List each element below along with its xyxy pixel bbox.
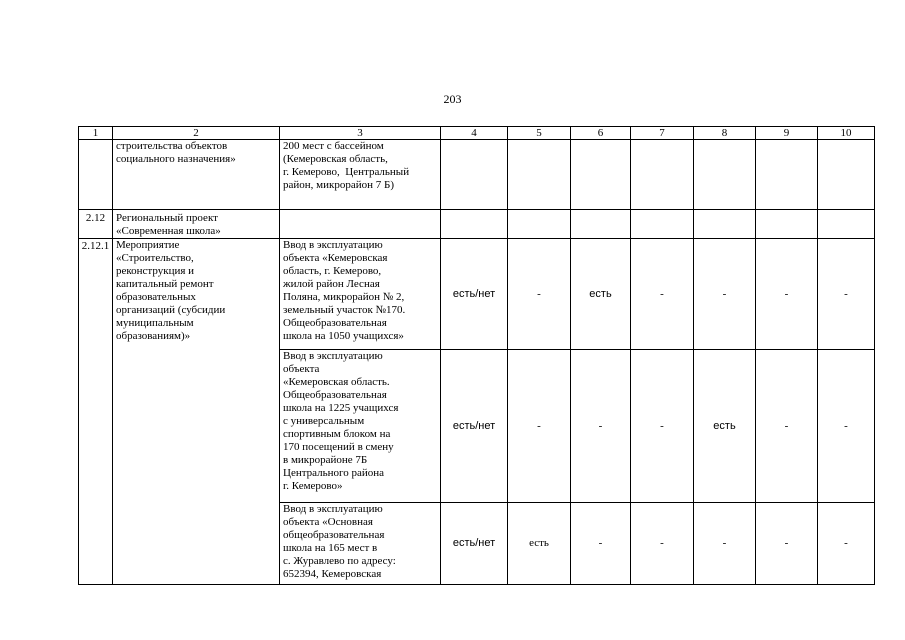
header-cell: 3 xyxy=(280,127,441,140)
header-cell: 5 xyxy=(508,127,571,140)
value-cell: - xyxy=(571,503,631,585)
value-cell xyxy=(571,210,631,239)
value-cell: есть xyxy=(571,239,631,350)
header-cell: 8 xyxy=(694,127,756,140)
header-row xyxy=(79,127,875,140)
value-cell: - xyxy=(571,350,631,503)
row-number: 2.12 xyxy=(79,210,113,239)
header-cell: 10 xyxy=(818,127,875,140)
value-cell: есть xyxy=(508,503,571,585)
value-cell: - xyxy=(756,350,818,503)
plan-table xyxy=(78,126,875,585)
value-cell: есть/нет xyxy=(441,239,508,350)
measure-name: Мероприятие «Строительство, реконструкция и капитальный ремонт образовательных организаций (субсидии муниципальным образованиям)» xyxy=(113,239,280,585)
value-cell: - xyxy=(631,239,694,350)
value-cell xyxy=(694,140,756,210)
value-cell: - xyxy=(756,503,818,585)
header-cell: 2 xyxy=(113,127,280,140)
page-number: 203 xyxy=(443,92,462,106)
project-name: Региональный проект «Современная школа» xyxy=(113,210,280,239)
value-cell: есть xyxy=(694,350,756,503)
table-row-2-12-1-a xyxy=(79,239,875,350)
value-cell xyxy=(441,210,508,239)
value-cell: - xyxy=(508,239,571,350)
value-cell: - xyxy=(631,503,694,585)
header-cell: 1 xyxy=(79,127,113,140)
value-cell xyxy=(694,210,756,239)
value-cell xyxy=(756,210,818,239)
result-text xyxy=(280,210,441,239)
header-cell: 7 xyxy=(631,127,694,140)
value-cell xyxy=(508,140,571,210)
value-cell xyxy=(631,140,694,210)
result-text: Ввод в эксплуатацию объекта «Кемеровская область, г. Кемерово, жилой район Лесная Поляна, микрорайон № 2, земельный участок №170. Общеобразовательная школа на 1050 учащихся» xyxy=(280,239,441,350)
value-cell: - xyxy=(694,503,756,585)
row-number: 2.12.1 xyxy=(79,239,113,585)
result-text: Ввод в эксплуатацию объекта «Кемеровская область. Общеобразовательная школа на 1225 учащихся с универсальным спортивным блоком на 170 посещений в смену в микрорайоне 7Б Центрального района г. Кемерово» xyxy=(280,350,441,503)
result-text: Ввод в эксплуатацию объекта «Основная общеобразовательная школа на 165 мест в с. Журавлево по адресу: 652394, Кемеровская xyxy=(280,503,441,585)
table-row-continuation xyxy=(79,140,875,210)
row-number xyxy=(79,140,113,210)
value-cell xyxy=(818,210,875,239)
value-cell: - xyxy=(818,350,875,503)
value-cell: - xyxy=(631,350,694,503)
value-cell: - xyxy=(694,239,756,350)
value-cell: есть/нет xyxy=(441,350,508,503)
value-cell: - xyxy=(508,350,571,503)
value-cell xyxy=(818,140,875,210)
value-cell xyxy=(571,140,631,210)
value-cell: - xyxy=(818,239,875,350)
value-cell xyxy=(508,210,571,239)
value-cell xyxy=(441,140,508,210)
value-cell: - xyxy=(818,503,875,585)
measure-name: строительства объектов социального назначения» xyxy=(113,140,280,210)
table-row-2-12 xyxy=(79,210,875,239)
header-cell: 6 xyxy=(571,127,631,140)
header-cell: 4 xyxy=(441,127,508,140)
value-cell xyxy=(631,210,694,239)
header-cell: 9 xyxy=(756,127,818,140)
value-cell xyxy=(756,140,818,210)
value-cell: - xyxy=(756,239,818,350)
result-text: 200 мест с бассейном (Кемеровская область, г. Кемерово, Центральный район, микрорайон 7 Б) xyxy=(280,140,441,210)
value-cell: есть/нет xyxy=(441,503,508,585)
